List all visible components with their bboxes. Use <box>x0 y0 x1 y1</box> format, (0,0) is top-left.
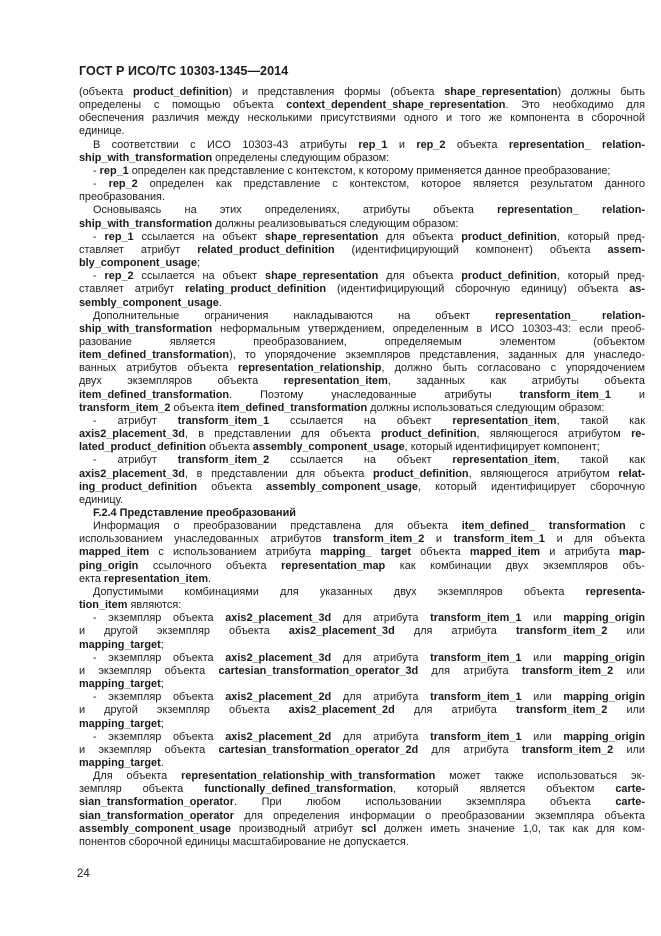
body-text: земпляр объекта <box>79 783 205 796</box>
text-line <box>79 665 645 678</box>
body-text: ) должны быть <box>557 86 645 98</box>
body-text: - <box>93 270 105 283</box>
text-line <box>79 718 645 731</box>
body-text: как комбинации двух экземпляров объ- <box>385 559 645 572</box>
text-line <box>79 454 645 467</box>
body-text: использованием унаследованных атрибутов <box>79 533 333 546</box>
entity-name-text: related_product_definition <box>197 243 335 256</box>
entity-name-text: axis2_placement_3d <box>79 467 185 480</box>
entity-name-text: transform_item_1 <box>430 612 522 625</box>
body-text: объекта <box>410 546 470 559</box>
entity-name-text: relat- <box>618 467 645 480</box>
entity-name-text: rep_1 <box>358 138 388 151</box>
entity-name-text: sian_transformation_operator <box>79 809 234 822</box>
body-text: определен как представление с контекстом, к которому применяется данное преобразование; <box>128 164 611 177</box>
entity-name-text: axis2_placement_2d <box>225 730 332 743</box>
text-line <box>79 639 645 652</box>
entity-name-text: axis2_placement_2d <box>225 691 332 704</box>
entity-name-text: transform_item_1 <box>453 533 545 546</box>
entity-name-text: mapping_target <box>79 717 161 730</box>
text-line <box>79 757 645 770</box>
entity-name-text: representation_relationship_with_transformation <box>181 770 436 783</box>
text-line <box>79 283 645 296</box>
entity-name-text: mapping_origin <box>563 691 645 704</box>
entity-name-text: shape_representation <box>265 270 379 283</box>
body-text: , должно быть согласовано с упорядочением <box>381 362 646 375</box>
entity-name-text: item_defined_ <box>461 520 535 533</box>
body-text: . <box>218 296 222 309</box>
body-text: Для объекта <box>93 770 182 783</box>
entity-name-text: representation_relationship <box>238 362 382 375</box>
text-line <box>79 823 645 836</box>
text-line <box>79 810 645 823</box>
body-text: для атрибута <box>331 651 431 664</box>
body-text: понентов сборочной единицы масштабирование не допускается. <box>79 835 409 848</box>
body-text: , заданных как атрибуты объекта <box>387 375 645 388</box>
body-text: может также использоваться эк- <box>435 770 645 783</box>
entity-name-text: assembly_component_usage <box>79 822 231 835</box>
entity-name-text: map- <box>618 546 645 559</box>
body-text: для атрибута <box>331 691 431 704</box>
body-text: . При любом использовании экземпляра объекта <box>233 796 616 809</box>
entity-name-text: F.2.4 Представление преобразований <box>93 507 297 519</box>
entity-name-text: lated_product_definition <box>79 441 207 454</box>
body-text: и другой экземпляр объекта <box>79 625 289 638</box>
entity-name-text: mapping_origin <box>563 612 645 625</box>
entity-name-text: representation_item <box>452 414 557 427</box>
body-text: , который идентифицирует сборочную <box>417 480 645 493</box>
entity-name-text: product_definition <box>373 467 469 480</box>
entity-name-text: mapped_item <box>469 546 541 559</box>
entity-name-text: ping_origin <box>79 559 139 572</box>
body-text: должны использоваться следующим образом: <box>367 401 605 414</box>
entity-name-text: axis2_placement_3d <box>225 651 332 664</box>
paragraph <box>79 86 645 139</box>
body-text: и <box>610 388 646 401</box>
body-text: , в представлении для объекта <box>184 428 381 441</box>
entity-name-text: product_definition <box>133 86 229 98</box>
text-line <box>79 691 645 704</box>
entity-name-text: axis2_placement_3d <box>79 428 185 441</box>
text-line <box>79 349 645 362</box>
text-line <box>79 204 645 217</box>
entity-name-text: representation_ relation- <box>497 204 645 217</box>
body-text: для атрибута <box>331 612 431 625</box>
body-text: определены с помощью объекта <box>79 99 287 112</box>
body-text: и экземпляр объекта <box>79 743 219 756</box>
text-line <box>79 99 645 112</box>
text-line <box>79 770 645 783</box>
section-heading <box>79 507 645 520</box>
entity-name-text: mapping_target <box>79 678 161 691</box>
text-line <box>79 428 645 441</box>
page-number: 24 <box>77 868 90 880</box>
text-line <box>79 612 645 625</box>
text-line <box>79 586 645 599</box>
entity-name-text: representa- <box>585 585 645 598</box>
body-text: являются: <box>127 599 182 612</box>
entity-name-text: ship_with_transformation <box>79 322 213 335</box>
body-text: , который идентифицирует компонент; <box>404 441 600 454</box>
text-line <box>79 573 645 586</box>
entity-name-text: rep_2 <box>104 270 134 283</box>
entity-name-text: transform_item_2 <box>79 401 171 414</box>
body-text: и атрибута <box>540 546 619 559</box>
entity-name-text: shape_representation <box>265 230 379 243</box>
entity-name-text: product_definition <box>461 270 557 283</box>
entity-name-text: product_definition <box>380 428 477 441</box>
paragraph <box>79 731 645 770</box>
body-text: . <box>208 572 212 585</box>
body-text: Основываясь на этих определениях, атрибуты объекта <box>93 204 498 217</box>
entity-name-text: transform_item_2 <box>521 664 614 677</box>
entity-name-text: representation_item <box>103 572 209 585</box>
entity-name-text: transform_item_1 <box>430 651 522 664</box>
entity-name-text: axis2_placement_2d <box>288 704 395 717</box>
entity-name-text: representation_ relation- <box>495 309 645 322</box>
entity-name-text: assembly_component_usage <box>266 480 418 493</box>
body-text: ссылается на объект <box>269 414 453 427</box>
body-text: , который является объектом <box>393 783 616 796</box>
entity-name-text: mapped_item <box>79 546 150 559</box>
entity-name-text: rep_2 <box>416 138 446 151</box>
text-line <box>79 520 645 533</box>
entity-name-text: representation_map <box>281 559 386 572</box>
body-text: ), то упорядочение экземпляров представления, заданных для унаследо- <box>229 349 645 362</box>
body-text: с использованием атрибута <box>149 546 321 559</box>
body-text: , такой как <box>556 414 645 427</box>
text-line <box>79 297 645 310</box>
entity-name-text: transform_item_2 <box>515 704 608 717</box>
entity-name-text: functionally_defined_transformation <box>204 783 394 796</box>
body-text: единице. <box>79 125 125 138</box>
body-text: или <box>521 651 564 664</box>
entity-name-text: product_definition <box>461 230 557 243</box>
entity-name-text: ing_product_definition <box>79 480 197 493</box>
paragraph <box>79 586 645 612</box>
text-line <box>79 139 645 152</box>
body-text: и <box>387 138 417 151</box>
paragraph <box>79 178 645 204</box>
body-text: . Поэтому унаследованные атрибуты <box>229 388 520 401</box>
entity-name-text: mapping_ target <box>320 546 411 559</box>
body-text: ; <box>160 638 164 651</box>
body-text: , который пред- <box>556 270 645 283</box>
text-line <box>79 336 645 349</box>
paragraph <box>79 612 645 651</box>
text-line <box>79 560 645 573</box>
body-text: (идентифицирующий компонент) объекта <box>334 243 608 256</box>
text-line <box>79 389 645 402</box>
body-text: объекта <box>196 480 267 493</box>
text-line <box>79 415 645 428</box>
paragraph <box>79 165 645 178</box>
entity-name-text: item_defined_transformation <box>79 349 230 362</box>
body-text: В соответствии с ИСО 10303-43 атрибуты <box>93 138 359 151</box>
text-line <box>79 481 645 494</box>
body-text: , который пред- <box>556 230 645 243</box>
body-text: для объекта <box>378 270 462 283</box>
entity-name-text: item_defined_transformation <box>79 388 230 401</box>
entity-name-text: mapping_origin <box>563 730 645 743</box>
text-line <box>79 494 645 507</box>
body-text: или <box>521 730 564 743</box>
body-text: - экземпляр объекта <box>93 612 226 625</box>
entity-name-text: assembly_component_usage <box>252 441 405 454</box>
text-line <box>79 599 645 612</box>
entity-name-text: scl <box>361 822 377 835</box>
text-line <box>79 533 645 546</box>
text-line <box>79 441 645 454</box>
body-text: разование является преобразованием, определяемым элементом (объектом <box>79 335 645 348</box>
text-line <box>79 704 645 717</box>
body-text: , в представлении для объекта <box>184 467 373 480</box>
body-text: неформальным утверждением, определенным в ИСО 10303-43: если преоб- <box>212 322 645 335</box>
body-text: и экземпляр объекта <box>79 664 219 677</box>
text-line <box>79 507 645 520</box>
entity-name-text: transform_item_2 <box>521 743 614 756</box>
body-text: ставляет атрибут <box>79 283 186 296</box>
entity-name-text: transform_item_1 <box>519 388 611 401</box>
body-text: или <box>607 704 645 717</box>
body-text: объекта <box>170 401 218 414</box>
body-text: для атрибута <box>418 664 522 677</box>
entity-name-text: bly_component_usage <box>79 257 198 270</box>
text-line <box>79 625 645 638</box>
entity-name-text: tion_item <box>79 599 128 612</box>
body-text: и для объекта <box>545 533 646 546</box>
entity-name-text: as- <box>629 283 645 296</box>
entity-name-text: relating_product_definition <box>185 283 327 296</box>
body-text: - <box>93 230 105 243</box>
body-text: для атрибута <box>418 743 522 756</box>
body-text: ; <box>197 257 201 270</box>
body-text: определены следующим образом: <box>212 151 390 164</box>
entity-name-text: mapping_target <box>79 638 161 651</box>
body-text: . <box>160 756 164 769</box>
entity-name-text: transform_item_1 <box>430 691 522 704</box>
text-line <box>79 125 645 138</box>
body-text: ссылается на объект <box>133 270 266 283</box>
body-text: ссылочного объекта <box>138 559 282 572</box>
body-text: определен как представление с контекстом, которое является результатом данного <box>137 178 645 191</box>
text-line <box>79 112 645 125</box>
text-line <box>79 231 645 244</box>
text-line <box>79 546 645 559</box>
text-line <box>79 86 645 99</box>
text-line <box>79 218 645 231</box>
body-text: объекта <box>445 138 509 151</box>
entity-name-text: rep_1 <box>99 164 129 177</box>
paragraph <box>79 415 645 454</box>
body-text: или <box>521 612 564 625</box>
body-text: , являющегося атрибутом <box>476 428 632 441</box>
entity-name-text: shape_representation <box>444 86 558 98</box>
entity-name-text: representation_item <box>283 375 388 388</box>
entity-name-text: transform_item_2 <box>515 625 608 638</box>
text-line <box>79 244 645 257</box>
body-text: или <box>613 664 645 677</box>
body-text: должны реализовываться следующим образом: <box>212 217 459 230</box>
text-line <box>79 323 645 336</box>
text-line <box>79 796 645 809</box>
paragraph <box>79 231 645 270</box>
entity-name-text: ship_with_transformation <box>79 217 213 230</box>
text-line <box>79 468 645 481</box>
entity-name-text: ship_with_transformation <box>79 151 213 164</box>
entity-name-text: transform_item_2 <box>177 454 270 467</box>
body-text: обеспечения различия между несколькими присутствиями одного и того же компонента в сборочной <box>79 112 645 125</box>
body-text: или <box>613 743 645 756</box>
entity-name-text: cartesian_transformation_operator_3d <box>218 664 419 677</box>
paragraph <box>79 691 645 730</box>
paragraph <box>79 204 645 230</box>
paragraph <box>79 652 645 691</box>
body-text: или <box>607 625 645 638</box>
text-line <box>79 191 645 204</box>
body-text: (идентифицирующий сборочную единицу) объекта <box>326 283 630 296</box>
body-text: ссылается на объект <box>269 454 453 467</box>
text-line <box>79 375 645 388</box>
paragraph <box>79 310 645 415</box>
body-text: - атрибут <box>93 454 178 467</box>
body-text: объекта <box>206 441 253 454</box>
text-line <box>79 652 645 665</box>
body-text: Дополнительные ограничения накладываются на объект <box>93 309 496 322</box>
body-text: - атрибут <box>93 414 178 427</box>
text-line <box>79 270 645 283</box>
entity-name-text: representation_item <box>452 454 557 467</box>
body-text: - экземпляр объекта <box>93 730 226 743</box>
body-text: . Это необходимо для <box>505 99 645 112</box>
entity-name-text: sembly_component_usage <box>79 296 219 309</box>
text-line <box>79 165 645 178</box>
text-line <box>79 783 645 796</box>
entity-name-text: item_defined_transformation <box>217 401 368 414</box>
body-text: - <box>93 178 109 191</box>
body-text: Информация о преобразовании представлена для объекта <box>93 520 462 533</box>
entity-name-text: transformation <box>548 520 626 533</box>
body-text: с <box>625 520 645 533</box>
entity-name-text: mapping_origin <box>563 651 645 664</box>
body-text: ) и представления формы (объекта <box>228 86 445 98</box>
paragraph <box>79 139 645 165</box>
text-line <box>79 362 645 375</box>
text-line <box>79 178 645 191</box>
paragraph <box>79 770 645 849</box>
body-text: преобразования. <box>79 191 165 204</box>
body-text: , такой как <box>556 454 645 467</box>
body-text: - экземпляр объекта <box>93 691 226 704</box>
entity-name-text: carte- <box>615 783 646 796</box>
paragraph <box>79 454 645 507</box>
text-line <box>79 836 645 849</box>
body-text: для атрибута <box>331 730 431 743</box>
body-text: ванных атрибутов объекта <box>79 362 239 375</box>
body-text: ссылается на объект <box>133 230 266 243</box>
body-text: для атрибута <box>394 625 516 638</box>
body-text: екта <box>79 572 104 585</box>
entity-name-text: rep_2 <box>108 178 138 191</box>
document-standard-number: ГОСТ Р ИСО/ТС 10303-1345—2014 <box>79 64 289 78</box>
entity-name-text: re- <box>631 428 645 441</box>
body-text: производный атрибут <box>230 822 362 835</box>
paragraph <box>79 270 645 309</box>
document-body <box>79 86 645 849</box>
body-text: двух экземпляров объекта <box>79 375 284 388</box>
entity-name-text: transform_item_1 <box>177 414 270 427</box>
entity-name-text: sian_transformation_operator <box>79 796 234 809</box>
text-line <box>79 152 645 165</box>
body-text: - <box>93 164 100 177</box>
entity-name-text: axis2_placement_3d <box>288 625 395 638</box>
body-text: - экземпляр объекта <box>93 651 226 664</box>
entity-name-text: mapping_target <box>79 756 161 769</box>
entity-name-text: representation_ relation- <box>508 138 645 151</box>
entity-name-text: assem- <box>607 243 645 256</box>
entity-name-text: transform_item_1 <box>430 730 522 743</box>
body-text: или <box>521 691 564 704</box>
entity-name-text: context_dependent_shape_representation <box>286 99 506 112</box>
entity-name-text: transform_item_2 <box>332 533 425 546</box>
text-line <box>79 257 645 270</box>
body-text: ; <box>160 678 164 691</box>
body-text: должен иметь значение 1,0, так как для ком- <box>376 822 645 835</box>
paragraph <box>79 520 645 586</box>
entity-name-text: rep_1 <box>104 230 134 243</box>
body-text: Допустимыми комбинациями для указанных двух экземпляров объекта <box>93 585 586 598</box>
body-text: , являющегося атрибутом <box>468 467 619 480</box>
entity-name-text: axis2_placement_3d <box>225 612 332 625</box>
body-text: для объекта <box>378 230 462 243</box>
body-text: ; <box>160 717 164 730</box>
text-line <box>79 678 645 691</box>
body-text: и другой экземпляр объекта <box>79 704 289 717</box>
entity-name-text: cartesian_transformation_operator_2d <box>218 743 419 756</box>
body-text: единицу. <box>79 493 123 506</box>
entity-name-text: carte- <box>615 796 645 809</box>
body-text: и <box>424 533 454 546</box>
text-line <box>79 731 645 744</box>
body-text <box>535 520 549 532</box>
body-text: для определения информации о преобразовании экземпляра объекта <box>233 809 645 822</box>
text-line <box>79 310 645 323</box>
body-text: для атрибута <box>394 704 516 717</box>
body-text: ставляет атрибут <box>79 243 198 256</box>
text-line <box>79 744 645 757</box>
text-line <box>79 402 645 415</box>
body-text: (объекта <box>79 86 134 98</box>
